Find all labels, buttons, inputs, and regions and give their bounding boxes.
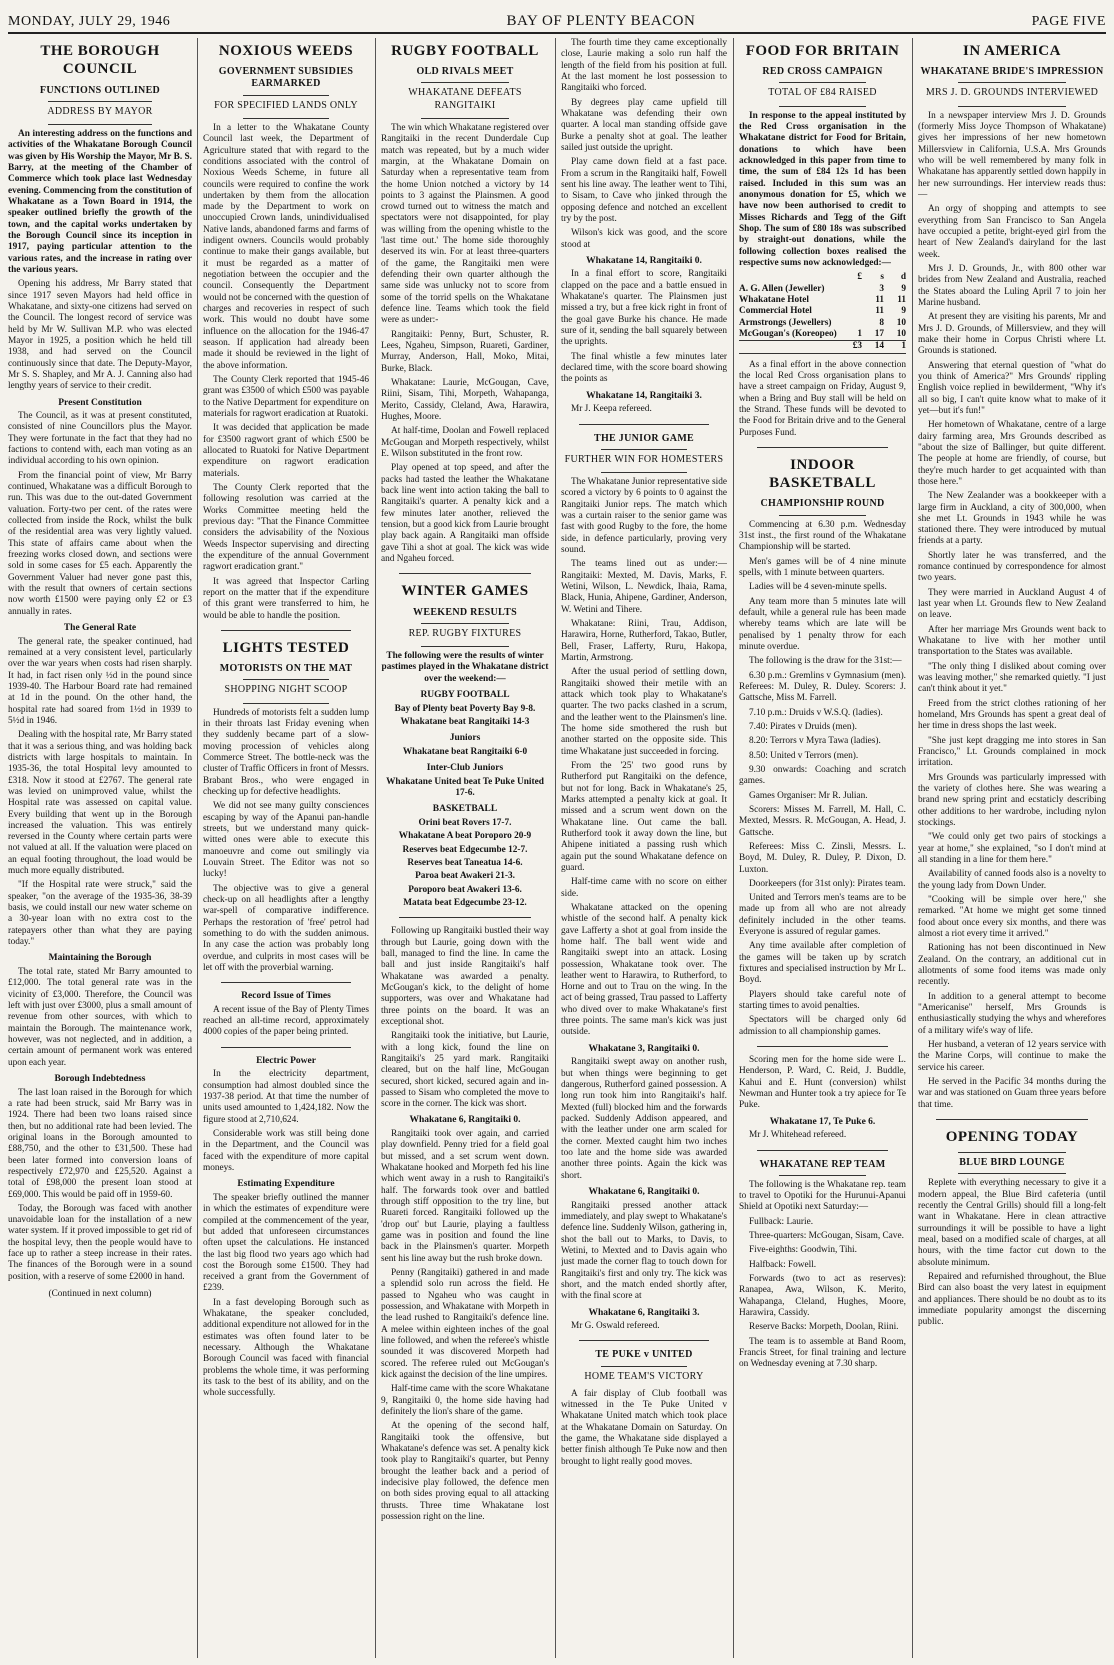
- column-rule: [375, 38, 376, 1658]
- in-america-article: [918, 42, 1106, 1111]
- divider: [601, 1366, 687, 1367]
- article-paragraph: Wilson's kick was good, and the score stood at: [561, 228, 727, 250]
- referee-line: Mr G. Oswald refereed.: [571, 1321, 660, 1332]
- divider: [579, 1340, 709, 1341]
- pence-value: 10: [896, 317, 906, 328]
- donor-name: Armstrongs (Jewellers): [739, 317, 832, 328]
- divider: [779, 106, 866, 107]
- article-paragraph: Players should take careful note of starting times to avoid penalties.: [739, 989, 906, 1012]
- masthead: [8, 8, 1106, 34]
- donor-name: A. G. Allen (Jeweller): [739, 283, 825, 294]
- shillings-value: 11: [875, 306, 884, 317]
- article-paragraph: In a fast developing Borough such as Whakatane, the speaker concluded, additional expenditure not allowed for in the estimates was often found later to be necessary. Although the Whakatane Borough Council was faced with financial problems the whole time, it was performing its task to the best of its ability, and on the whole successfully.: [203, 1297, 369, 1399]
- article-paragraph: Her husband, a veteran of 12 years service with the Marine Corps, will continue to make the service his career.: [918, 1039, 1106, 1073]
- article-paragraph: Fullback: Laurie.: [749, 1216, 814, 1227]
- section-heading: Borough Indebtedness: [54, 1073, 146, 1084]
- article-paragraph: After her marriage Mrs Grounds went back to Whakatane to live with her mother until transportation to the States was available.: [918, 624, 1106, 658]
- divider: [601, 472, 687, 473]
- shillings-header: s: [880, 272, 884, 283]
- article-headline: IN AMERICA: [963, 43, 1061, 59]
- article-paragraph: Dealing with the hospital rate, Mr Barry stated that it was a serious thing, and was holding back districts with large hospitals to maintain. In 1935-36, the total Hospital levy amounted to £318. Now it stood at £2767. The general rate was levied on unimproved value, whilst the Hospital rate was assessed on capital value. Every building that went up in the Borough increased the valuation. This was entirely reversed in the County where certain parts were not valued at all. If the valuation were placed on an equal footing throughout, the load would be much more equally distributed.: [8, 730, 192, 877]
- pounds-header: £: [857, 272, 862, 283]
- article-paragraph: Repaired and refurnished throughout, the Blue Bird can also boast the very latest in equipment and appliances. There should be no doubt as to its immediate popularity amongst the discerning public.: [918, 1272, 1106, 1328]
- pence-total: 1: [884, 341, 906, 353]
- article-paragraph: "She just kept dragging me into stores in San Francisco," Lt. Grounds complained in mock irritation.: [918, 735, 1106, 769]
- pounds-value: [840, 318, 862, 329]
- divider: [958, 106, 1066, 107]
- divider: [601, 449, 687, 450]
- article-paragraph: Ladies will be 4 seven-minute spells.: [749, 582, 887, 593]
- section-heading: Present Constitution: [58, 397, 142, 408]
- score-line: Whakatane 6, Rangitaiki 0.: [409, 1115, 521, 1126]
- article-headline: NOXIOUS WEEDS: [218, 43, 354, 59]
- article-paragraph: Shortly later he was transferred, and the romance continued by correspondence for almost two years.: [918, 550, 1106, 584]
- article-paragraph: In a final effort to score, Rangitaiki clapped on the pace and a battle ensued in Whakatane's quarter. The Plainsmen just missed a try, but a free kick right in front of the goal gave Burke his chance. He made sure of it, sending the ball squarely between the uprights.: [561, 269, 727, 348]
- divider: [421, 623, 509, 624]
- article-paragraph: Whakatane attacked on the opening whistle of the second half. A penalty kick gave Lafferty a shot at goal from inside the home half. The ball went wide and Rangitaiki swept into an attack. Losing possession, Whakatane took over. The leather went to Harawira, to Rutherford, to Horne and out to Trau on the wing. In the act of being grassed, Trau passed to Lafferty who dived over to make Whakatane's first three points. The same man's kick was just outside.: [561, 902, 727, 1038]
- divider: [421, 82, 509, 83]
- article-paragraph: A recent issue of the Bay of Plenty Times reached an all-time record, approximately 4000 copies of the paper being printed.: [203, 1004, 369, 1038]
- article-paragraph: It was decided that application be made for £3500 ragwort grant of which £500 be allocated to Ruatoki for Native Department expenditure on ragwort eradication materials.: [203, 423, 369, 479]
- masthead-date: MONDAY, JULY 29, 1946: [8, 14, 171, 29]
- article-paragraph: "Cooking will be simple over here," she remarked. "At home we might get some tinned food about once every six months, and there was almost a riot every time it arrived.": [918, 895, 1106, 939]
- noxious-weeds-article: [203, 42, 369, 622]
- article-paragraph: Hundreds of motorists felt a sudden lump in their throats last Friday evening when they suddenly became part of a slow-moving procession of vehicles along Commerce Street. The bottle-neck was the cluster of Traffic Officers in front of Messrs. Brabant Bros., who were engaged in checking up for defective headlights.: [203, 707, 369, 797]
- article-paragraph: From the financial point of view, Mr Barry continued, Whakatane was a difficult Borough to run. This was due to the out-dated Government valuation. Forty-two per cent. of the rates were collected from inside the Rock, whilst the bulk of the residential area was very lightly valued. This state of affairs came about when the freezing works closed down, and sections were sold in some cases for £5 each. Apparently the Government Valuer had never gone past this, with the result that owners of certain sections now worth £1500 were paying only £2 or £3 annually in rates.: [8, 470, 192, 617]
- divider: [757, 447, 888, 448]
- result-line: Whakatane beat Rangitaiki 14-3: [400, 716, 530, 727]
- article-headline: INDOOR BASKETBALL: [769, 456, 876, 492]
- table-row: [739, 318, 906, 329]
- article-subhead: ADDRESS BY MAYOR: [47, 105, 153, 117]
- article-paragraph: Opening his address, Mr Barry stated that since 1917 seven Mayors had held office in Whakatane, and sixty-one citizens had served on the Council. The longest record of service was held by Mr W. Sullivan M.P. who was elected Mayor in 1925, a position which he held till 1938, and had served on the Council continuously since that date. The Deputy-Mayor, Mr S. S. Shapley, and Mr A. J. Canning also had lengthy years of service to their credit.: [8, 279, 192, 392]
- article-paragraph: The teams lined out as under:— Rangitaiki: Mexted, M. Davis, Marks, F. Wetini, Wilson, L. Newdick, Ihaia, Rama, Black, Hunia, Ahipene, Gardiner, Anderson, W. Wetini and Tihere.: [561, 559, 727, 615]
- article-lead: In response to the appeal instituted by the Red Cross organisation in the Whakatane district for Food for Britain, donations to which have been acknowledged in this paper from time to time, the sum of £84 12s 1d has been raised. Included in this sum was an anonymous donation for £5, which we have now been authorised to credit to Misses Richards and Tegg of the Gift Shop. The sum of £80 18s was subscribed by straight-out donations, while the following collection boxes realised the respective sums now acknowledged:—: [739, 110, 906, 268]
- article-subhead: REP. RUGBY FIXTURES: [408, 627, 522, 639]
- divider: [243, 679, 329, 680]
- article-paragraph: Five-eighths: Goodwin, Tihi.: [749, 1245, 857, 1256]
- column-4: [561, 38, 727, 1658]
- score-line: Whakatane 14, Rangitaiki 3.: [586, 390, 702, 401]
- article-paragraph: The win which Whakatane registered over Rangitaiki in the recent Dunderdale Cup match was repeated, but by a much wider margin, at the Whakatane Domain on Saturday when a representative team from the home Union notched a victory by 14 points to 3 against the Plainsmen. A good crowd turned out to witness the match and spectators were not disappointed, for play was willing from the opening whistle to the 'last time out.' The home side thoroughly deserved its win. For at least three-quarters of the game, the Rangitaiki men were defending their own quarter although the same side was unlucky not to score from some of the torrid spells on the Whakatane defence line. Teams which took the field were as under:-: [381, 122, 549, 326]
- article-paragraph: The County Clerk reported that the following resolution was carried at the Works Committee meeting held the previous day: "That the Finance Committee considers the advisability of the Noxious Weeds Inspector supervising and directing the expenditure of the annual Government ragwort eradication grant.": [203, 483, 369, 573]
- article-paragraph: The following is the draw for the 31st:—: [749, 656, 902, 667]
- pence-header: d: [900, 272, 906, 283]
- article-paragraph: Rangitaiki took the initiative, but Laurie, with a long kick, found the line on Rangitaiki's 25 yard mark. Rangitaiki cleared, but on the half line, McGougan secured, short kicked, secured again and in-passed to Sisam who completed the move to score in the corner. The kick was short.: [381, 1031, 549, 1110]
- table-total-row: [739, 341, 906, 353]
- article-paragraph: Scoring men for the home side were L. Henderson, P. Ward, C. Reid, J. Buddle, Kahui and E. Hunt (conversion) whilst Newman and Hunter took a try apiece for Te Puke.: [739, 1055, 906, 1111]
- article-paragraph: Referees: Miss C. Zinsli, Messrs. L. Boyd, M. Duley, R. Duley, P. Dixon, D. Luxton.: [739, 841, 906, 875]
- article-subhead: OLD RIVALS MEET: [416, 66, 514, 78]
- record-issue-article: [203, 991, 369, 1039]
- section-heading: Estimating Expenditure: [237, 1179, 335, 1190]
- article-paragraph: Whakatane: Laurie, McGougan, Cave, Riini, Sisam, Tihi, Morpeth, Wahapanga, Merito, Cassidy, Cleland, Awa, Harawira, Hughes, Moore.: [381, 378, 549, 423]
- article-paragraph: At the opening of the second half, Rangitaiki took the offensive, but Whakatane's defence was set. A penalty kick took play to Rangitaiki's quarter, but Penny brought the leather back and a period of indecisive play followed, the defence men on both sides proving equal to all attacking thrusts. Three time Whakatane lost possession right on the line.: [381, 1421, 549, 1522]
- score-line: Whakatane 3, Rangitaiki 0.: [588, 1043, 700, 1054]
- article-subhead: WHAKATANE BRIDE'S IMPRESSION: [920, 66, 1104, 78]
- table-row: [739, 284, 906, 295]
- article-subhead: MRS J. D. GROUNDS INTERVIEWED: [925, 87, 1099, 99]
- article-headline: FOOD FOR BRITAIN: [745, 43, 900, 59]
- article-paragraph: He served in the Pacific 34 months during the war and was stationed on Guam three years before that time.: [918, 1076, 1106, 1110]
- article-lead: An interesting address on the functions and activities of the Whakatane Borough Council was given by His Worship the Mayor, Mr B. S. Barry, at the meeting of the Chamber of Commerce which took place last Wednesday evening. Commencing from the constitution of Whakatane as a Town Board in 1914, the speaker outlined briefly the growth of the town, and the capital works undertaken by the Borough Council since its inception in 1917, paying particular attention to the various rates, and the increase in rating over the various years.: [8, 128, 192, 275]
- article-headline: RUGBY FOOTBALL: [391, 43, 539, 59]
- fixture-line: 7.10 p.m.: Druids v W.S.Q. (ladies).: [749, 707, 883, 718]
- pounds-value: 1: [857, 328, 862, 339]
- result-line: Reserves beat Edgecumbe 12-7.: [402, 844, 528, 855]
- donations-table: [739, 272, 906, 353]
- divider: [243, 703, 329, 704]
- section-heading: BASKETBALL: [432, 804, 498, 815]
- score-line: Whakatane 14, Rangitaiki 0.: [586, 255, 702, 266]
- article-paragraph: Play came down field at a fast pace. From a scrum in the Rangitaiki half, Fowell sent his line away. The leather went to Tihi, to Sisam, to Cave who jinked through the opposing defence and notched an excellent try by the post.: [561, 157, 727, 224]
- divider: [757, 1150, 888, 1151]
- article-subhead: FOR SPECIFIED LANDS ONLY: [214, 99, 358, 111]
- article-paragraph: After the usual period of settling down, Rangitaiki showed their metile with an attack which took play to Whakatane's quarter. The two packs clashed in a scrum, and the leather went to the Plainsmen's line. The home side smothered the rush but another started on the opposite side. This time Whakatane just succeeded in forcing.: [561, 667, 727, 757]
- article-subhead: FUNCTIONS OUTLINED: [39, 84, 161, 96]
- article-paragraph: Spectators will be charged only 6d admission to all championship games.: [739, 1015, 906, 1037]
- article-paragraph: Availability of canned foods also is a novelty to the young lady from Down Under.: [918, 869, 1106, 891]
- column-rule: [912, 38, 913, 1658]
- divider: [48, 124, 152, 125]
- article-paragraph: Replete with everything necessary to give it a modern appeal, the Blue Bird cafeteria (until recently the Central Grills) should fill a long-felt want in Whakatane. Here in clean attractive surroundings it will be possible to have a light meal, based on a modified scale of charges, at all hours, with the time factor cut down to the absolute minimum.: [918, 1178, 1106, 1268]
- masthead-title: BAY OF PLENTY BEACON: [506, 13, 696, 29]
- column-rule: [197, 38, 198, 1658]
- article-paragraph: The following is the Whakatane rep. team to travel to Opotiki for the Hurunui-Apanui Shield at Opotiki next Saturday:—: [739, 1179, 906, 1213]
- rep-team-article: [739, 1159, 906, 1371]
- te-puke-article: [561, 1349, 727, 1468]
- article-paragraph: The New Zealander was a bookkeeper with a large firm in Auckland, a city of 300,000, when she met Lt. Grounds in 1943 while he was stationed there. They were introduced by mutual friends at a party.: [918, 491, 1106, 547]
- article-paragraph: Rangitaiki: Penny, Burt, Schuster, R. Lees, Ngaheu, Simpson, Ruareti, Gardiner, Murray, Anderson, Hall, Moko, Mitai, Burke, Black.: [381, 329, 549, 374]
- divider: [421, 646, 509, 647]
- article-paragraph: Half-time came with the score Whakatane 9, Rangitaiki 0, the home side having had definitely the lion's share of the game.: [381, 1384, 549, 1417]
- article-paragraph: As a final effort in the above connection the local Red Cross organisation plans to have a street campaign on Friday, August 9, when a Bring and Buy stall will be held on the Strand. These funds will be devoted to the Food for Britain drive and to the General Purposes Fund.: [739, 359, 906, 438]
- article-paragraph: The objective was to give a general check-up on all headlights after a lengthy war-spell of comparative indifference. Perhaps the restoration of 'free' petrol had something to do with the sudden animous. In any case the action was probably long overdue, and culprits in most cases will be let off with the proverbial warning.: [203, 883, 369, 973]
- shillings-value: 3: [879, 283, 884, 294]
- shillings-value: 11: [875, 294, 884, 305]
- article-paragraph: "The only thing I disliked about coming over was leaving mother," she remarked quietly. "I just can't think about it yet.": [918, 661, 1106, 695]
- shillings-total: 14: [862, 341, 884, 353]
- column-3: [381, 38, 549, 1658]
- divider: [48, 101, 152, 102]
- divider: [958, 82, 1066, 83]
- article-paragraph: The total rate, stated Mr Barry amounted to £12,000. The total general rate was in the vicinity of £3,000. Therefore, the Council was left with just over £3000, plus a small amount of revenue from other sources, with which to maintain the Borough. The maintenance work, however, was not neglected, and in addition, a certain amount of permanent work was entered upon each year.: [8, 967, 192, 1068]
- article-paragraph: Following up Rangitaiki bustled their way through but Laurie, going down with the ball, managed to find the line. In came the ball and just inside Rangitaiki's half Whakatane was awarded a penalty. McGougan's kick, to the delight of home supporters, was over and Whakatane had three points on the board. It was an exceptional shot.: [381, 926, 549, 1027]
- article-paragraph: At present they are visiting his parents, Mr and Mrs J. D. Grounds, of Millersview, and they will make their home in Corpus Christi where Lt. Grounds is stationed.: [918, 312, 1106, 357]
- article-paragraph: Reserve Backs: Morpeth, Doolan, Riini.: [749, 1322, 899, 1333]
- article-paragraph: The speaker briefly outlined the manner in which the estimates of expenditure were compiled at the commencement of the year, but added that unforeseen circumstances often upset the calculations. He instanced the last big flood two years ago which had cost the Borough some £1500. They had received a grant from the Government of £239.: [203, 1192, 369, 1294]
- donor-name: Commercial Hotel: [739, 306, 812, 317]
- section-heading: Juniors: [449, 733, 481, 744]
- divider: [221, 982, 351, 983]
- table-header-row: [739, 272, 906, 283]
- opening-today-article: [918, 1128, 1106, 1329]
- pounds-value: [840, 306, 862, 317]
- lights-tested-article: [203, 639, 369, 974]
- divider: [936, 1119, 1088, 1120]
- article-subhead: TOTAL OF £84 RAISED: [768, 87, 877, 99]
- article-paragraph: Commencing at 6.30 p.m. Wednesday 31st inst., the first round of the Whakatane Championship will be started.: [739, 519, 906, 553]
- column-1: [8, 38, 192, 1658]
- article-subhead: MOTORISTS ON THE MAT: [219, 663, 353, 675]
- article-paragraph: It was agreed that Inspector Carling report on the matter that if the expenditure of this grant were transferred to him, he would be able to handle the position.: [203, 576, 369, 621]
- article-headline: Electric Power: [256, 1055, 316, 1066]
- article-paragraph: Games Organiser: Mr R. Julian.: [749, 790, 868, 801]
- electric-power-article: [203, 1056, 369, 1400]
- article-paragraph: Answering that eternal question of "what do you think of America?" Mrs Grounds' rippling English voice replied in bewilderment, "Why it's all so big, I can't quite know what to make of it yet—but it's fun!": [918, 360, 1106, 416]
- result-line: Orini beat Rovers 17-7.: [418, 817, 512, 828]
- result-line: Whakatane beat Rangitaiki 6-0: [402, 746, 528, 757]
- fixture-line: 6.30 p.m.: Gremlins v Gymnasium (men). Referees: M. Duley, R. Duley. Scorers: J. Gattsche, Miss M. Farrell.: [739, 670, 906, 704]
- article-subhead: BLUE BIRD LOUNGE: [959, 1157, 1065, 1169]
- column-2: [203, 38, 369, 1658]
- article-paragraph: Doorkeepers (for 31st only): Pirates team.: [749, 878, 906, 889]
- rugby-football-article: [381, 42, 549, 565]
- article-subhead: GOVERNMENT SUBSIDIES EARMARKED: [218, 66, 354, 90]
- shillings-value: 17: [874, 328, 884, 339]
- junior-game-article: [561, 433, 727, 1333]
- article-subhead: RED CROSS CAMPAIGN: [762, 66, 883, 78]
- article-headline: WINTER GAMES: [401, 583, 529, 600]
- section-heading: Inter-Club Juniors: [426, 763, 504, 774]
- table-row: [739, 329, 906, 341]
- section-heading: RUGBY FOOTBALL: [420, 689, 510, 700]
- pence-value: 11: [897, 294, 906, 305]
- pence-value: 9: [901, 306, 906, 317]
- article-paragraph: In a letter to the Whakatane County Council last week, the Department of Agriculture stated that with regard to the conditions associated with the control of Noxious Weeds Scheme, in future all councils were required to confine the work undertaken by them from the allocation made by the Department to work on unoccupied Crown lands, unindividualised Native lands, abandoned farms and farms of indigent owners. Councils would probably continue to make their gangs available, but it must be regarded as a matter of negotiation between the occupier and the council. Consequently the Department would not be concerned with the question of charges and recoveries in respect of such work. This would no doubt have some influence on the allocation for the 1946-47 season. If application had already been made it should be reviewed in the light of the above information.: [203, 122, 369, 371]
- divider: [958, 1173, 1066, 1174]
- article-paragraph: By degrees play came upfield till Whakatane was defending their own quarter. A local man standing offside gave Burke a penalty shot at goal. The leather sailed just outside the upright.: [561, 97, 727, 153]
- article-paragraph: Scorers: Misses M. Farrell, M. Hall, C. Mexted, Messrs. R. McGougan, A. Head, J. Gattsche.: [739, 804, 906, 838]
- article-paragraph: Rangitaiki took over again, and carried play downfield. Penny tried for a field goal but missed, and a set scrum went down. Whakatane hooked and Morpeth fed his line which went away in a rush to Rangitaiki's half. The forwards took over and battled through stiff opposition to the try line, but Ruareti forced. Rangitaiki followed up the 'drop out' but Laurie, playing a faultless game was in position and found the line back in the Plainsmen's quarter. Morpeth sent his line away but the rush broke down.: [381, 1129, 549, 1264]
- result-line: Reserves beat Taneatua 14-6.: [407, 857, 523, 868]
- article-paragraph: "If the Hospital rate were struck," said the speaker, "on the average of the 1935-36, 38-39 basis, we could install our new water scheme on a 30-year loan with no extra cost to the ratepayers other than what they are paying today.": [8, 880, 192, 948]
- pence-value: 9: [901, 283, 906, 294]
- fixture-line: 8.20: Terrors v Myra Tawa (ladies).: [749, 736, 881, 747]
- article-paragraph: Today, the Borough was faced with another unavoidable loan for the installation of a new water system. If it proved impossible to get rid of the hospital levy, then the people would have to face up to rather a steep increase in their rates. The finances of the Borough were in a sound position, with a reserve of some £2000 in hand.: [8, 1203, 192, 1282]
- te-puke-continued: [739, 1055, 906, 1142]
- divider: [958, 1152, 1066, 1153]
- rugby-football-continued: [561, 38, 727, 416]
- article-paragraph: They were married in Auckland August 4 of last year when Lt. Grounds flew to New Zealand on leave.: [918, 587, 1106, 621]
- pounds-value: [840, 295, 862, 306]
- article-paragraph: Freed from the strict clothes rationing of her homeland, Mrs Grounds has spent a great deal of her time in dress shops the last week.: [918, 698, 1106, 732]
- referee-line: Mr J. Whitehead refereed.: [749, 1130, 847, 1141]
- article-paragraph: Penny (Rangitaiki) gathered in and made a splendid solo run across the field. He passed to Ngaheu who was caught in possession, and Whakatane with Morpeth in the lead rushed to Rangitaiki's defence line. A melee within eighteen inches of the goal line followed, and when the referee's whistle sounded it was discovered Morpeth had scored. The referee ruled out McGougan's kick against the decision of the line umpires.: [381, 1268, 549, 1380]
- article-paragraph: A fair display of Club football was witnessed in the Te Puke United v Whakatane United match which took place at the Whakatane Domain on Saturday. On the game, the Whakatane side displayed a better finish although Te Puke now and then brought to light really good moves.: [561, 1388, 727, 1467]
- article-paragraph: In addition to a general attempt to become "Americanise" herself, Mrs Grounds is enthusiastically studying the whys and wherefores of a military wife's way of life.: [918, 991, 1106, 1036]
- divider: [221, 1047, 351, 1048]
- article-paragraph: Play opened at top speed, and after the packs had tasted the leather the Whakatane back line went into action taking the ball to Rangitaiki's quarter. A penalty kick and a few minutes later another, relieved the tension, but a good kick from Laurie brought play back again. A Rangitaiki man offside gave Tihi a shot at goal. The kick was wide and Ngaheu forced.: [381, 463, 549, 564]
- article-subhead: CHAMPIONSHIP ROUND: [760, 498, 885, 510]
- article-subhead: HOME TEAM'S VICTORY: [584, 1370, 704, 1382]
- article-paragraph: In the electricity department, consumption had almost doubled since the 1937-38 period. At that time the number of units used amounted to 1,424,182. Now the figure stood at 2,710,624.: [203, 1069, 369, 1125]
- result-line: Whakatane United beat Te Puke United 17-6.: [386, 776, 544, 799]
- column-6: [918, 38, 1106, 1658]
- article-paragraph: Her hometown of Whakatane, centre of a large dairy farming area, Mrs Grounds described as "about the size of Ballinger, but quite different. The people at home are friendly, of course, but they're much harder to get acquainted with than those here.": [918, 420, 1106, 487]
- fixture-line: 7.40: Pirates v Druids (men).: [749, 721, 857, 732]
- article-headline: WHAKATANE REP TEAM: [759, 1158, 886, 1170]
- indoor-basketball-article: [739, 456, 906, 1038]
- food-for-britain-article: [739, 42, 906, 439]
- article-paragraph: The Whakatane Junior representative side scored a victory by 6 points to 0 against the Rangitaiki Junior reps. The match which was a curtain raiser to the senior game was fast with good Rugby to the fore, the home side, in defence particularly, proving very sound.: [561, 477, 727, 556]
- article-paragraph: We did not see many guilty consciences escaping by way of the Apanui pan-handle streets, but we understand many quick-witted ones were able to execute this manoeuvre and come out smilingly via Louvain Street. The Editor was not so lucky!: [203, 801, 369, 880]
- result-line: Matata beat Edgecumbe 23-12.: [403, 897, 527, 908]
- article-subhead: WEEKEND RESULTS: [413, 606, 517, 618]
- article-paragraph: Three-quarters: McGougan, Sisam, Cave.: [749, 1231, 904, 1242]
- divider: [221, 630, 351, 631]
- result-line: Paroa beat Awakeri 21-3.: [415, 871, 515, 882]
- article-paragraph: United and Terrors men's teams are to be made up from all who are not already definitely included in the other teams. Everyone is assured of regular games.: [739, 893, 906, 938]
- article-paragraph: An orgy of shopping and attempts to see everything from San Francisco to San Angela have occupied a petite, bright-eyed girl from the heart of New Zealand's dairyland for the last week.: [918, 204, 1106, 260]
- divider: [779, 515, 866, 516]
- article-paragraph: Mrs J. D. Grounds, Jr., with 800 other war brides from New Zealand and Australia, reached the States aboard the Luling April 7 to join her Marine husband.: [918, 263, 1106, 308]
- shillings-value: 8: [879, 317, 884, 328]
- table-row: [739, 295, 906, 306]
- article-headline: THE JUNIOR GAME: [593, 432, 695, 444]
- article-paragraph: The final whistle a few minutes later declared time, with the score board showing the points as: [561, 351, 727, 385]
- article-paragraph: The fourth time they came exceptionally close, Laurie making a solo run half the length of the field from his position at full. At the last moment he lost possession to Rangitaiki who forced.: [561, 38, 727, 94]
- fixture-line: 8.50: United v Terrors (men).: [749, 750, 859, 761]
- article-paragraph: Rangitaiki pressed another attack immediately, and play swept to Whakatane's defence line. Suddenly Wilson, gathering in, shot the ball out to Marks, to Davis, to Wetini, to Mexted and to Davis again who just made the corner flag to touch down for Rangitaiki's first and only try. The kick was short, and the match ended shortly after, with the final score at: [561, 1200, 727, 1302]
- referee-line: Mr J. Keepa refereed.: [571, 404, 652, 415]
- article-paragraph: The last loan raised in the Borough for which a rate had been struck, said Mr Barry was in 1924. There had been two loans raised since then, but no additional rate had been levied. The original loans in the Borough amounted to £88,750, and the other to £31,500. These had been later formed into conversion loans of respectively £72,970 and £25,520. Against a total of £98,000 the present loan stood at £69,000. This would be paid off in 1959-60.: [8, 1087, 192, 1200]
- column-5: [739, 38, 906, 1658]
- article-paragraph: Whakatane: Riini, Trau, Addison, Harawira, Horne, Rutherford, Takao, Butler, Bell, Fraser, Lafferty, Ruru, Hakopa, Martin, Armstrong.: [561, 618, 727, 663]
- divider: [399, 917, 531, 918]
- divider: [757, 1046, 888, 1047]
- article-headline: TE PUKE v UNITED: [595, 1349, 693, 1361]
- article-paragraph: From the '25' two good runs by Rutherford put Rangitaiki on the defence, but not for long. Back in Whakatane's 25, Marks attempted a penalty kick at goal. It missed and a scrum went down on the Whakatane line. Out came the ball. Rutherford took it away down the line, but Ahipene initiated a passing rush which again put the sound Whakatane defence on guard.: [561, 760, 727, 873]
- donor-name: McGougan's (Koreopeo): [739, 328, 837, 339]
- borough-council-article: [8, 42, 192, 1300]
- column-rule: [555, 38, 556, 1658]
- pence-value: 10: [896, 328, 906, 339]
- column-rule: [733, 38, 734, 1658]
- article-paragraph: Rangitaiki swept away on another rush, but when things were beginning to get dangerous, Rutherford gained possession. A long run took him into Rangitaiki's half. Mexted (full) blocked him and the forwards packed. Suddenly Addison appeared, and with the leather under one arm scaled for the corner. Mexted caught him two inches too late and the home side was awarded another three points. Again the kick was short.: [561, 1057, 727, 1181]
- article-paragraph: Any time available after completion of the games will be taken up by scratch fixtures and specialised instruction by Mr L. Boyd.: [739, 941, 906, 986]
- divider: [421, 118, 509, 119]
- article-headline: OPENING TODAY: [945, 1128, 1079, 1145]
- result-line: Bay of Plenty beat Poverty Bay 9-8.: [394, 703, 536, 714]
- article-paragraph: Mrs Grounds was particularly impressed with the variety of clothes here. She was wearing a brand new spring print and ecstaticly describing other additions to her wardrobe, including nylon stockings.: [918, 772, 1106, 829]
- divider: [779, 82, 866, 83]
- article-paragraph: At half-time, Doolan and Fowell replaced McGougan and Morpeth respectively, whilst E. Wilson substituted in the front row.: [381, 426, 549, 460]
- article-paragraph: The general rate, the speaker continued, had remained at a very consistent level, particularly over the war years when costs had risen sharply. It had, in fact risen only ½d in the pound since 1939-40. The Harbour Board rate had remained at 1d in the pound. On the other hand, the hospital rate had soared from 1½d in 1939 to 5½d in 1946.: [8, 636, 192, 726]
- article-headline: Record Issue of Times: [241, 991, 331, 1002]
- article-paragraph: Forwards (two to act as reserves): Ranapea, Awa, Wilson, K. Merito, Wahapanga, Cleland, Hughes, Moore, Harawira, Cassidy.: [739, 1274, 906, 1319]
- continued-note: (Continued in next column): [48, 1289, 152, 1300]
- fixture-line: 9.30 onwards: Coaching and scratch games.: [739, 764, 906, 787]
- article-paragraph: Considerable work was still being done in the Department, and the Council was faced with the expenditure of more capital moneys.: [203, 1128, 369, 1173]
- masthead-page: PAGE FIVE: [1031, 14, 1106, 29]
- article-paragraph: In a newspaper interview Mrs J. D. Grounds (formerly Miss Joyce Thompson of Whakatane) gives her impressions of her new hometown Millersview in California, U.S.A. Mrs Grounds who will be well remembered by many folk in Whakatane has apparently settled down happily in her new surroundings. Her interview reads thus:—: [918, 110, 1106, 200]
- article-paragraph: Half-time came with no score on either side.: [561, 877, 727, 899]
- winter-games-article: [381, 582, 549, 909]
- article-paragraph: Men's games will be of 4 nine minute spells, with 1 minute between quarters.: [739, 556, 906, 578]
- article-paragraph: The County Clerk reported that 1945-46 grant was £3500 of which £500 was payable to the Native Department for expenditure on materials for ragwort eradication at Ruatoki.: [203, 375, 369, 420]
- article-subhead: FURTHER WIN FOR HOMESTERS: [564, 453, 724, 465]
- divider: [243, 118, 329, 119]
- pounds-value: [840, 284, 862, 295]
- article-paragraph: The team is to assemble at Band Room, Francis Street, for final training and lecture on Wednesday evening at 7.30 sharp.: [739, 1336, 906, 1370]
- divider: [399, 573, 531, 574]
- table-row: [739, 306, 906, 317]
- section-heading: Maintaining the Borough: [48, 953, 152, 964]
- score-line: Whakatane 17, Te Puke 6.: [769, 1116, 876, 1127]
- section-heading: The General Rate: [63, 623, 137, 633]
- divider: [579, 424, 709, 425]
- divider: [243, 95, 329, 96]
- result-line: Whakatane A beat Poroporo 20-9: [398, 831, 532, 842]
- divider: [779, 1175, 866, 1176]
- donor-name: Whakatane Hotel: [739, 294, 809, 305]
- result-line: Poroporo beat Awakeri 13-6.: [408, 884, 522, 895]
- article-headline: THE BOROUGH COUNCIL: [40, 43, 160, 78]
- article-paragraph: Halfback: Fowell.: [749, 1259, 817, 1270]
- article-paragraph: Rationing has not been discontinued in New Zealand. On the contrary, an additional cut in allotments of some food items was made only recently.: [918, 943, 1106, 988]
- article-headline: LIGHTS TESTED: [222, 639, 350, 656]
- article-paragraph: Any team more than 5 minutes late will default, while a general rule has been made whereby teams which are late will be penalised by 1 penalty throw for each minute overdue.: [739, 596, 906, 652]
- article-subhead: SHOPPING NIGHT SCOOP: [224, 684, 348, 696]
- article-paragraph: "We could only get two pairs of stockings a year at home," she explained, "so I don't mind at all standing in a line for them here.": [918, 832, 1106, 866]
- pounds-total: £3: [840, 341, 862, 353]
- article-lead: The following were the results of winter pastimes played in the Whakatane district over the weekend:—: [381, 651, 549, 684]
- score-line: Whakatane 6, Rangitaiki 3.: [588, 1307, 700, 1318]
- article-paragraph: The Council, as it was at present constituted, consisted of nine Councillors plus the Mayor. They were fortunate in the fact that they had no factions to contend with, each man voting as an individual according to his own opinion.: [8, 411, 192, 467]
- article-subhead: WHAKATANE DEFEATS RANGITAIKI: [408, 87, 522, 111]
- score-line: Whakatane 6, Rangitaiki 0.: [588, 1186, 700, 1197]
- rugby-football-continued: [381, 926, 549, 1523]
